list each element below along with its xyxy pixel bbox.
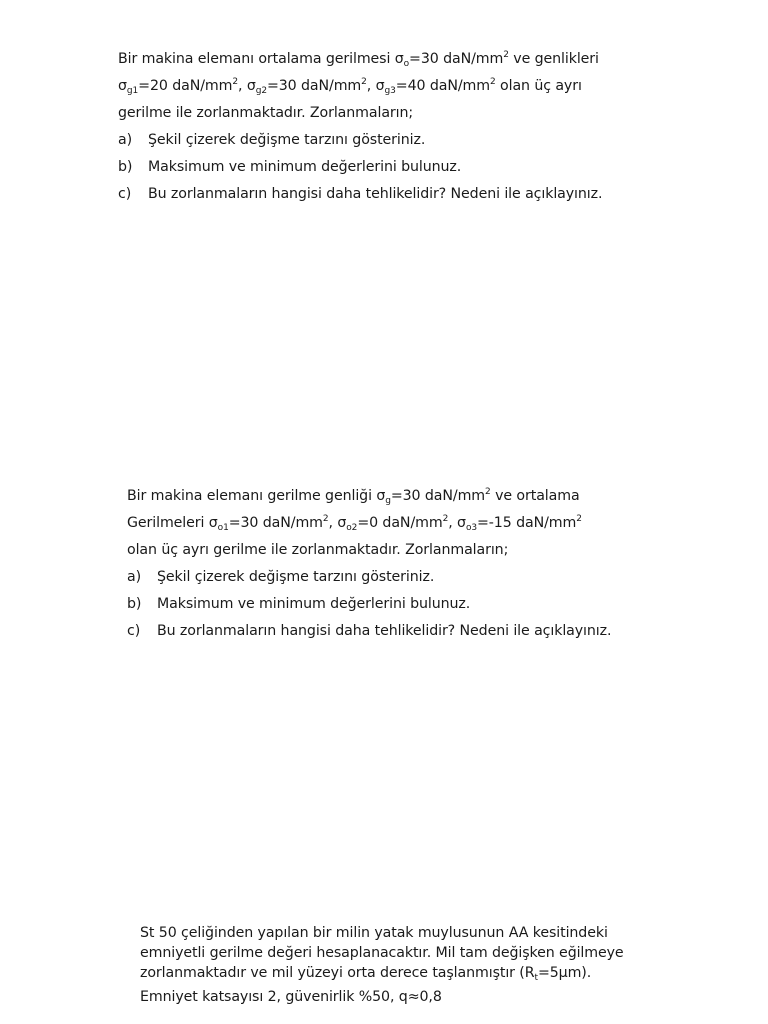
sigma-value: =30 daN/mm <box>266 78 362 94</box>
item-label: a) <box>118 132 133 148</box>
sigma-symbol: σ <box>457 515 466 531</box>
item-text: Bu zorlanmaların hangisi daha tehlikelidir? Nedeni ile açıklayınız. <box>148 186 603 202</box>
q2-line-3: olan üç ayrı gerilme ile zorlanmaktadır. Zorlanmaların; <box>127 542 509 558</box>
q1-item-b <box>118 154 602 181</box>
q2-item-a <box>127 564 611 591</box>
sigma-symbol: σ <box>246 78 256 94</box>
q1-item-c <box>118 181 602 208</box>
q2-line1-value: =30 daN/mm <box>390 488 486 504</box>
unit-sup: 2 <box>489 77 496 87</box>
q1-line1-sup: 2 <box>503 50 509 60</box>
unit-sup: 2 <box>361 77 367 87</box>
sigma-sub: g2 <box>255 86 267 96</box>
separator: , <box>366 78 376 94</box>
q1-line-1 <box>118 46 602 73</box>
question-2 <box>127 483 611 645</box>
sigma-value: =0 daN/mm <box>357 515 443 531</box>
q1-line-3: gerilme ile zorlanmaktadır. Zorlanmaların; <box>118 105 414 121</box>
q3-line-4: Emniyet katsayısı 2, güvenirlik %50, q≈0,8 <box>140 989 442 1005</box>
item-text: Maksimum ve minimum değerlerini bulunuz. <box>148 159 462 175</box>
q2-line1-sub: g <box>385 496 391 506</box>
q2-line-2 <box>127 510 611 537</box>
q2-item-c <box>127 618 611 645</box>
q3-line-3 <box>140 963 624 983</box>
q2-line-1 <box>127 483 611 510</box>
separator: , <box>448 515 458 531</box>
sigma-symbol: σ <box>337 515 347 531</box>
question-3 <box>140 923 624 1007</box>
q1-line-2 <box>118 73 602 100</box>
q3-line-2: emniyetli gerilme değeri hesaplanacaktır. Mil tam değişken eğilmeye <box>140 945 624 961</box>
question-1 <box>118 46 602 208</box>
sigma-value: =40 daN/mm <box>395 78 490 94</box>
sigma-symbol: σ <box>118 78 127 94</box>
q2-line1-sup: 2 <box>485 487 491 497</box>
q3-line3-sub: t <box>534 973 538 983</box>
separator: , <box>237 78 247 94</box>
unit-sup: 2 <box>322 514 329 524</box>
q3-line3-end: =5µm). <box>537 965 592 981</box>
q2-line2-text: Gerilmeleri <box>127 515 209 531</box>
q1-line1-value: =30 daN/mm <box>409 51 504 67</box>
sigma-symbol: σ <box>208 515 218 531</box>
item-text: Şekil çizerek değişme tarzını gösteriniz. <box>148 132 426 148</box>
sigma-sub: g1 <box>126 86 139 96</box>
q2-line1-text: Bir makina elemanı gerilme genliği σ <box>127 488 386 504</box>
item-label: a) <box>127 569 142 585</box>
q2-line1-end: ve ortalama <box>490 488 580 504</box>
sigma-value: =30 daN/mm <box>228 515 323 531</box>
item-text: Bu zorlanmaların hangisi daha tehlikelidir? Nedeni ile açıklayınız. <box>157 623 612 639</box>
sigma-value: =20 daN/mm <box>138 78 233 94</box>
q1-line2-end: olan üç ayrı <box>495 78 582 94</box>
item-label: c) <box>127 623 141 639</box>
item-label: b) <box>118 159 133 175</box>
unit-sup: 2 <box>232 77 238 87</box>
sigma-value: =-15 daN/mm <box>477 515 577 531</box>
q1-line1-sub: o <box>403 59 410 69</box>
item-text: Maksimum ve minimum değerlerini bulunuz. <box>157 596 471 612</box>
q2-item-b <box>127 591 611 618</box>
sigma-sub: g3 <box>384 86 396 96</box>
unit-sup: 2 <box>576 514 582 524</box>
item-text: Şekil çizerek değişme tarzını gösteriniz. <box>157 569 435 585</box>
sigma-sub: o2 <box>346 523 358 533</box>
separator: , <box>328 515 338 531</box>
item-label: c) <box>118 186 132 202</box>
q3-line-1: St 50 çeliğinden yapılan bir milin yatak muylusunun AA kesitindeki <box>140 925 608 941</box>
sigma-sub: o1 <box>217 523 229 533</box>
q3-line3-text: zorlanmaktadır ve mil yüzeyi orta derece taşlanmıştır (R <box>140 965 535 981</box>
q1-line1-text: Bir makina elemanı ortalama gerilmesi σ <box>118 51 404 67</box>
q1-item-a <box>118 127 602 154</box>
sigma-sub: o3 <box>465 523 477 533</box>
unit-sup: 2 <box>442 514 449 524</box>
item-label: b) <box>127 596 142 612</box>
q1-line1-end: ve genlikleri <box>508 51 599 67</box>
sigma-symbol: σ <box>375 78 385 94</box>
